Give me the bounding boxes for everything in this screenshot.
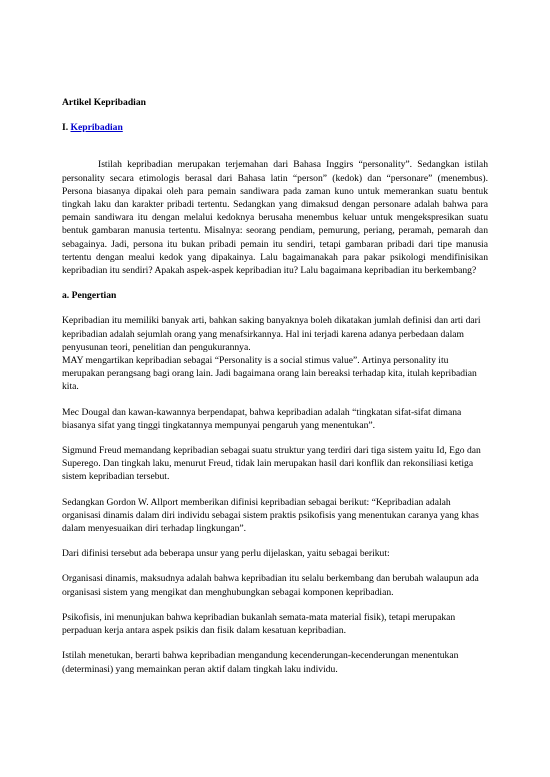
intro-paragraph: Istilah kepribadian merupakan terjemahan dari Bahasa Inggirs “personality”. Sedangkan istilah personality secara etimologis berasal dari Bahasa latin “person” (kedok) dan “personare” (menembus). Persona biasanya dipakai oleh para pemain sandiwara pada zaman kuno untuk memerankan suatu bentuk tingkah laku dan karakter pribadi tertentu. Sedangkan yang dimaksud dengan personare adalah bahwa para pemain sandiwara itu dengan melalui kedoknya berusaha menembus keluar untuk mengekspresikan suatu bentuk gambaran manusia tertentu. Misalnya: seorang pendiam, pemurung, periang, peramah, pemarah dan sebagainya. Jadi, persona itu bukan pribadi pemain itu sendiri, tetapi gambaran pribadi dari tipe manusia tertentu dengan mealui kedok yang dipakainya. Lalu bagaimanakah para pakar psikologi mendifinisikan kepribadian itu sendiri? Apakah aspek-aspek kepribadian itu? Lalu bagaimana kepribadian itu berkembang? [62, 159, 488, 277]
document-title: Artikel Kepribadian [62, 97, 146, 108]
body-paragraph: Istilah menetukan, berarti bahwa kepribadian mengandung kecenderungan-kecenderungan menentukan (determinasi) yang memainkan peran aktif dalam tingkah laku individu. [62, 650, 459, 675]
body-paragraph: Dari difinisi tersebut ada beberapa unsur yang perlu dijelaskan, yaitu sebagai berikut: [62, 548, 390, 560]
section-link-kepribadian[interactable]: Kepribadian [70, 122, 123, 134]
body-paragraph: Mec Dougal dan kawan-kawannya berpendapat, bahwa kepribadian adalah “tingkatan sifat-sifat dimana biasanya sifat yang tinggi tingkatannya mempunyai pengaruh yang menentukan”. [62, 406, 462, 431]
body-paragraph: Kepribadian itu memiliki banyak arti, bahkan saking banyaknya boleh dikatakan jumlah definisi dan arti dari kepribadian adalah sejumlah orang yang menafsirkannya. Hal ini terjadi karena adanya perbedaan dalam penyusunan teori, penelitian dan pengukurannya. [62, 315, 481, 353]
body-paragraph: Psikofisis, ini menunjukan bahwa kepribadian bukanlah semata-mata material fisik), tetapi merupakan perpaduan kerja antara aspek psikis dan fisik dalam kesatuan kepribadian. [62, 611, 456, 637]
body-paragraph: Organisasi dinamis, maksudnya adalah bahwa kepribadian itu selalu berkembang dan berubah walaupun ada organisasi sistem yang mengikat dan menghubungkan sebagai komponen kepribadian. [62, 573, 479, 598]
subheading-pengertian: a. Pengertian [62, 290, 117, 302]
body-paragraph: Sigmund Freud memandang kepribadian sebagai suatu struktur yang terdiri dari tiga sistem yaitu Id, Ego dan Superego. Dan tingkah laku, menurut Freud, tidak lain merupakan hasil dari konflik dan rekonsiliasi ketiga sistem kepribadian tersebut. [62, 445, 481, 483]
body-paragraph: MAY mengartikan kepribadian sebagai “Personality is a social stimus value”. Artinya personality itu merupakan perangsang bagi orang lain. Jadi bagaimana orang lain bereaksi terhadap kita, itulah kepribadian kita. [62, 355, 477, 393]
section-number: I. [62, 122, 71, 134]
body-paragraph: Sedangkan Gordon W. Allport memberikan difinisi kepribadian sebagai berikut: “Kepribadian adalah organisasi dinamis dalam diri individu sebagai sistem praktis psikofisis yang menentukan caranya yang khas dalam menyesuaikan diri terhadap lingkungan”. [62, 496, 479, 535]
section-heading [62, 121, 488, 134]
